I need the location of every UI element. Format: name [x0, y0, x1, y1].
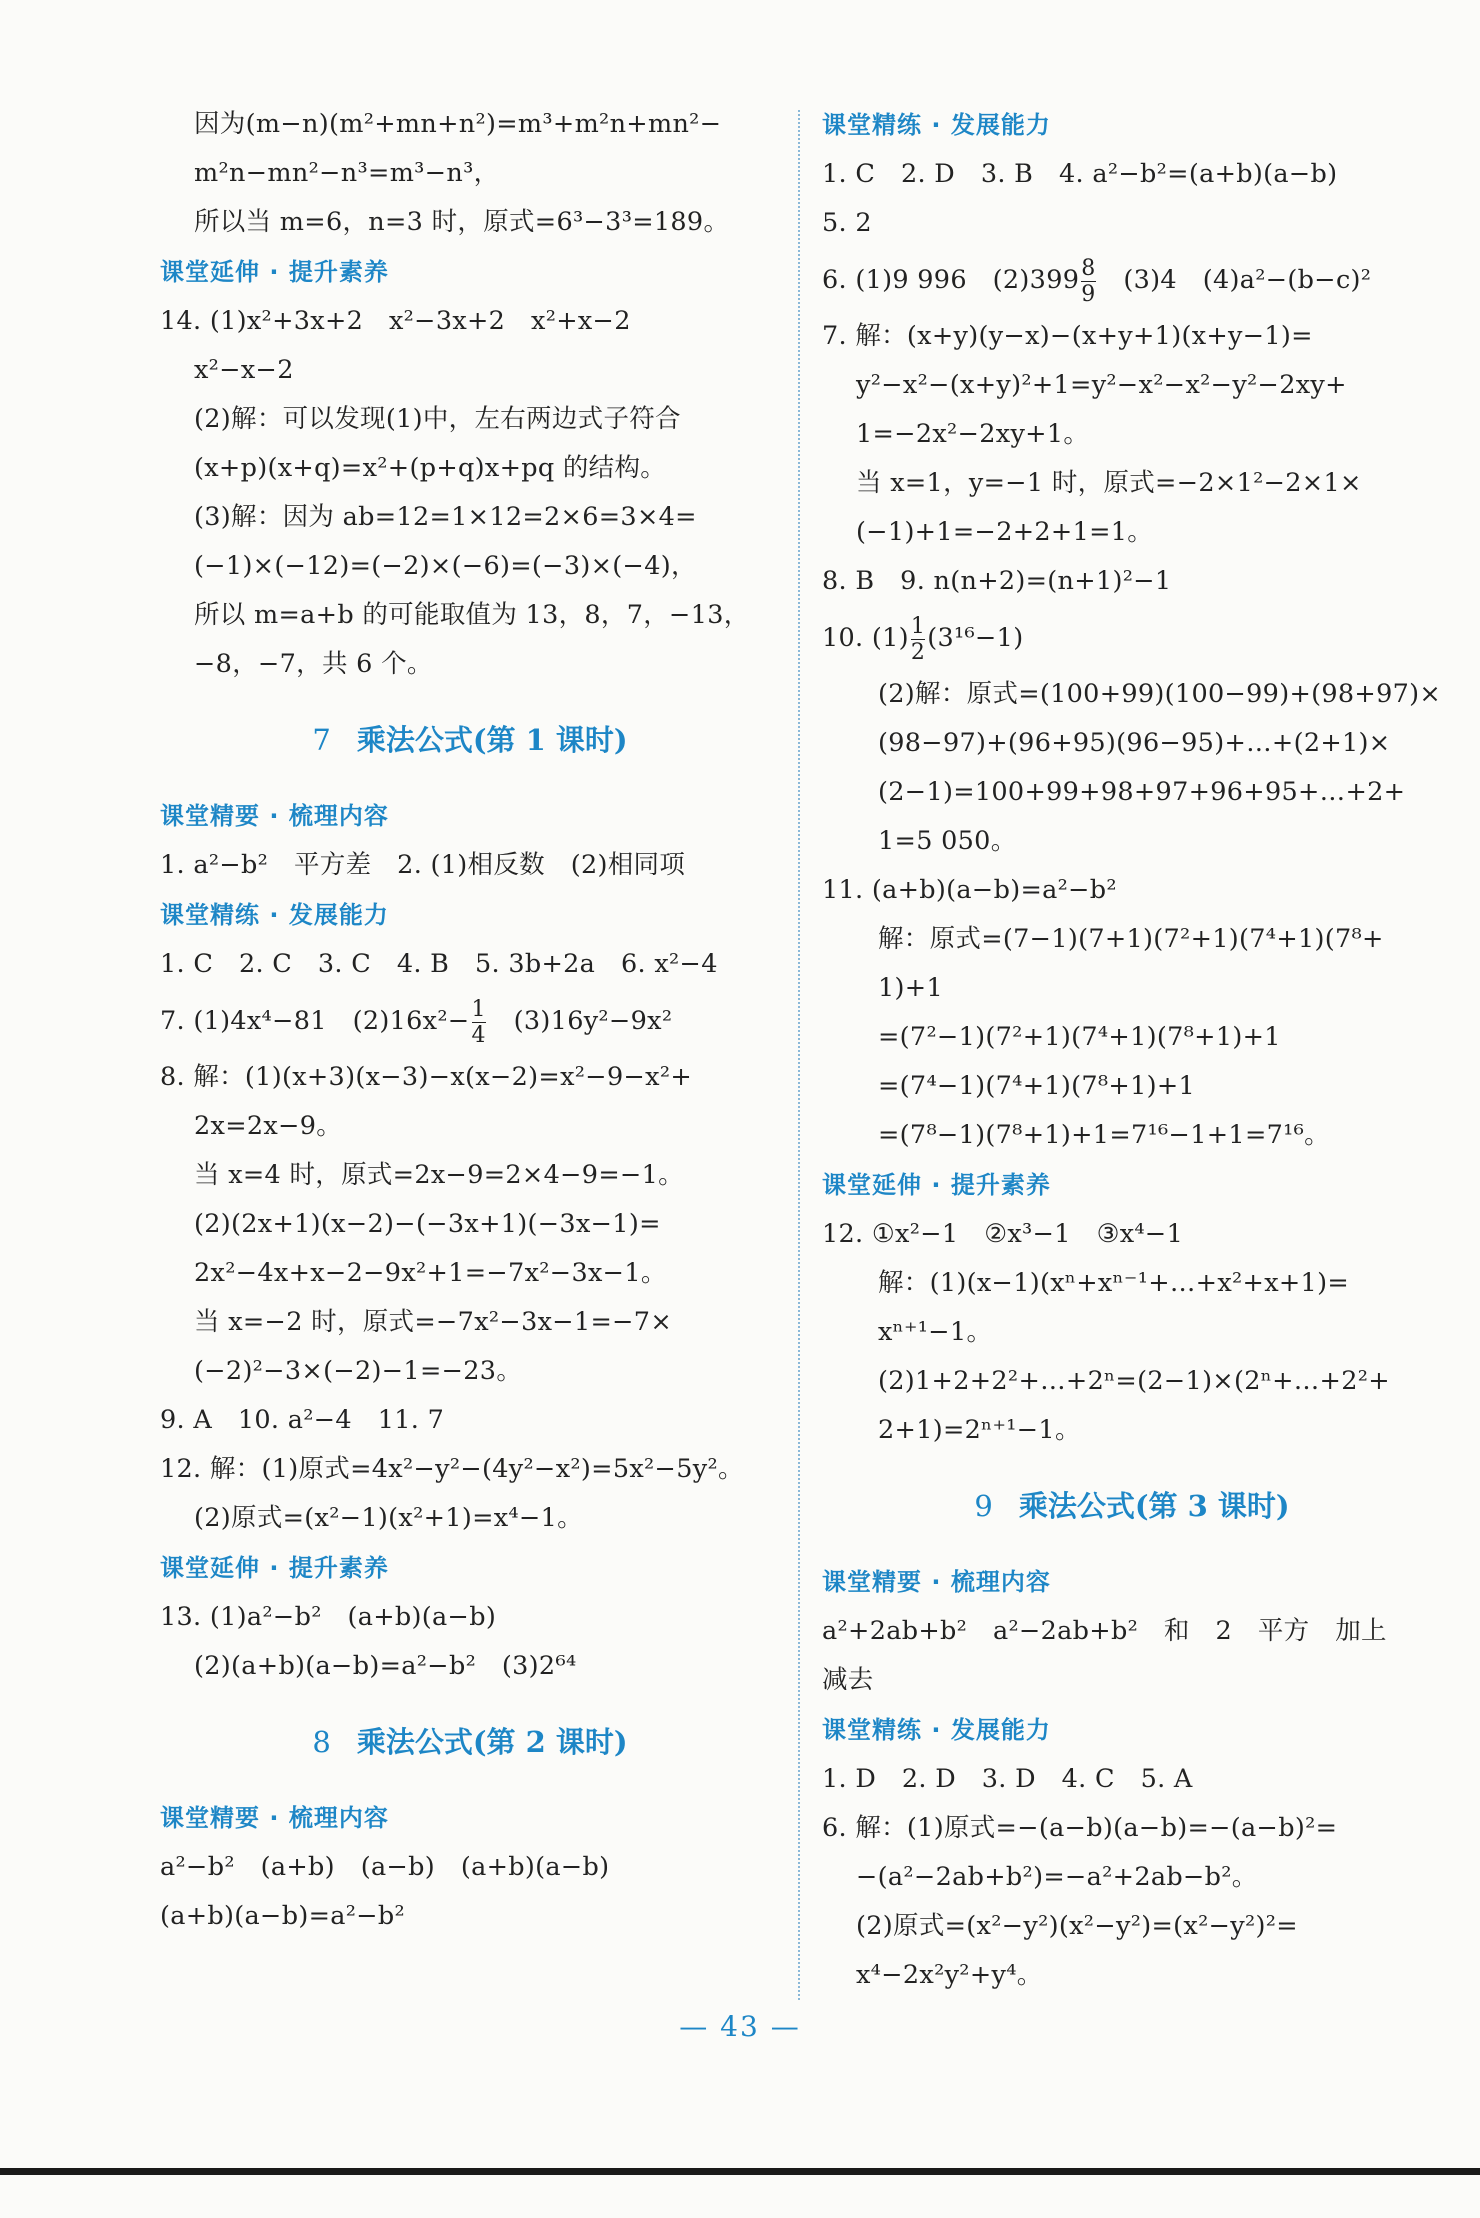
answer-text: 1. a²−b² 平方差 2. (1)相反数 (2)相同项 [160, 850, 686, 880]
lesson-title-text: 乘法公式(第 3 课时) [1018, 1489, 1290, 1523]
fraction-numerator: 8 [1081, 255, 1096, 281]
answer-line [822, 361, 1442, 410]
fraction [1081, 256, 1095, 307]
answer-line [160, 1892, 780, 1941]
answer-line [822, 915, 1442, 964]
answer-text: 12. ①x²−1 ②x³−1 ③x⁴−1 [822, 1219, 1184, 1249]
answer-text: 7. (1)4x⁴−81 (2)16x²− [160, 1006, 470, 1036]
answer-text: 当 x=1，y=−1 时，原式=−2×1²−2×1× [856, 468, 1362, 498]
answer-text: 6. (1)9 996 (2)399 [822, 265, 1080, 295]
answer-line [822, 670, 1442, 719]
section-heading: 课堂精练 · 发展能力 [822, 1716, 1051, 1744]
answer-text: 8. B 9. n(n+2)=(n+1)²−1 [822, 566, 1172, 596]
answer-text: 8. 解：(1)(x+3)(x−3)−x(x−2)=x²−9−x²+ [160, 1062, 693, 1092]
answer-text: (2)解：可以发现(1)中，左右两边式子符合 [194, 404, 681, 434]
fraction-numerator: 1 [910, 613, 926, 639]
answer-text: (2)(2x+1)(x−2)−(−3x+1)(−3x−1)= [194, 1209, 661, 1239]
answer-text: (x+p)(x+q)=x²+(p+q)x+pq 的结构。 [194, 453, 667, 483]
section-heading: 课堂延伸 · 提升素养 [160, 258, 389, 286]
answer-text: xⁿ⁺¹−1。 [878, 1317, 993, 1347]
answer-text: 减去 [822, 1665, 874, 1695]
fraction-denominator: 9 [1081, 281, 1096, 307]
answer-text: (2)1+2+2²+…+2ⁿ=(2−1)×(2ⁿ+…+2²+ [878, 1366, 1390, 1396]
answer-text: 9. A 10. a²−4 11. 7 [160, 1405, 445, 1435]
answer-line [822, 150, 1442, 199]
answer-text: (−2)²−3×(−2)−1=−23。 [194, 1356, 523, 1386]
answer-line [160, 640, 780, 689]
answer-text: (2−1)=100+99+98+97+96+95+…+2+ [878, 777, 1406, 807]
answer-text: y²−x²−(x+y)²+1=y²−x²−x²−y²−2xy+ [856, 370, 1347, 400]
answer-text: a²+2ab+b² a²−2ab+b² 和 2 平方 加上 [822, 1616, 1387, 1646]
answer-line [160, 591, 780, 640]
answer-text: −8，−7，共 6 个。 [194, 649, 433, 679]
answer-text: (2)原式=(x²−1)(x²+1)=x⁴−1。 [194, 1503, 583, 1533]
answer-text: m²n−mn²−n³=m³−n³， [194, 158, 500, 188]
answer-line [822, 1804, 1442, 1853]
section-heading: 课堂延伸 · 提升素养 [822, 1171, 1051, 1199]
answer-line [160, 542, 780, 591]
answer-text: 1=5 050。 [878, 826, 1017, 856]
answer-line [160, 1249, 780, 1298]
answer-line [822, 199, 1442, 248]
answer-line [160, 1843, 780, 1892]
answer-text: (a+b)(a−b)=a²−b² [160, 1901, 406, 1931]
answer-text: 10. (1) [822, 623, 909, 653]
answer-line [160, 1298, 780, 1347]
fraction [911, 614, 925, 665]
answer-text: (2)原式=(x²−y²)(x²−y²)=(x²−y²)²= [856, 1911, 1298, 1941]
answer-line [822, 1210, 1442, 1259]
lesson-number: 7 [312, 723, 331, 757]
section-heading: 课堂精要 · 梳理内容 [822, 1568, 1051, 1596]
answer-line [822, 1902, 1442, 1951]
answer-line [160, 297, 780, 346]
answer-text: 解：原式=(7−1)(7+1)(7²+1)(7⁴+1)(7⁸+ [878, 924, 1384, 954]
answer-line [160, 1200, 780, 1249]
fraction-denominator: 4 [471, 1022, 486, 1048]
answer-text: −(a²−2ab+b²)=−a²+2ab−b²。 [856, 1862, 1258, 1892]
answer-line [822, 768, 1442, 817]
answer-text: 12. 解：(1)原式=4x²−y²−(4y²−x²)=5x²−5y²。 [160, 1454, 744, 1484]
section-heading: 课堂精要 · 梳理内容 [160, 1804, 389, 1832]
answer-line [160, 1347, 780, 1396]
answer-text: 1=−2x²−2xy+1。 [856, 419, 1090, 449]
answer-line [822, 312, 1442, 361]
fraction-numerator: 1 [471, 996, 486, 1022]
answer-text: 2x²−4x+x−2−9x²+1=−7x²−3x−1。 [194, 1258, 667, 1288]
answer-line [822, 1406, 1442, 1455]
answer-line [822, 866, 1442, 915]
answer-text: 14. (1)x²+3x+2 x²−3x+2 x²+x−2 [160, 306, 631, 336]
answer-text: 2x=2x−9。 [194, 1111, 343, 1141]
answer-line [822, 508, 1442, 557]
answer-line [160, 395, 780, 444]
answer-line [160, 149, 780, 198]
answer-line [822, 1656, 1442, 1705]
answer-text: (−1)+1=−2+2+1=1。 [856, 517, 1154, 547]
section-heading: 课堂精要 · 梳理内容 [160, 802, 389, 830]
lesson-title-text: 乘法公式(第 1 课时) [356, 723, 628, 757]
answer-line [822, 410, 1442, 459]
answer-line [822, 606, 1442, 670]
right-column [822, 100, 1442, 2000]
answer-line [160, 100, 780, 149]
answer-line [160, 1396, 780, 1445]
answer-text: (2)解：原式=(100+99)(100−99)+(98+97)× [878, 679, 1442, 709]
answer-line [822, 557, 1442, 606]
answer-line [822, 719, 1442, 768]
answer-line [160, 1445, 780, 1494]
answer-line [822, 964, 1442, 1013]
answer-line [160, 989, 780, 1053]
answer-line [160, 346, 780, 395]
answer-text: 所以 m=a+b 的可能取值为 13，8，7，−13， [194, 600, 750, 630]
bottom-rule [0, 2168, 1480, 2175]
answer-text: (−1)×(−12)=(−2)×(−6)=(−3)×(−4)， [194, 551, 697, 581]
answer-line [160, 940, 780, 989]
fraction [472, 997, 486, 1048]
answer-text: 5. 2 [822, 208, 872, 238]
answer-text: (3¹⁶−1) [927, 623, 1024, 653]
answer-text: (3)解：因为 ab=12=1×12=2×6=3×4= [194, 502, 697, 532]
answer-text: x⁴−2x²y²+y⁴。 [856, 1960, 1043, 1990]
answer-line [822, 1308, 1442, 1357]
answer-line [822, 248, 1442, 312]
answer-line [160, 493, 780, 542]
section-heading: 课堂精练 · 发展能力 [822, 111, 1051, 139]
answer-text: =(7⁸−1)(7⁸+1)+1=7¹⁶−1+1=7¹⁶。 [878, 1120, 1330, 1150]
lesson-title [160, 689, 780, 791]
lesson-title-text: 乘法公式(第 2 课时) [356, 1725, 628, 1759]
answer-line [822, 1357, 1442, 1406]
answer-text: 所以当 m=6，n=3 时，原式=6³−3³=189。 [194, 207, 730, 237]
answer-text: (98−97)+(96+95)(96−95)+…+(2+1)× [878, 728, 1391, 758]
answer-line [822, 1013, 1442, 1062]
answer-text: (2)(a+b)(a−b)=a²−b² (3)2⁶⁴ [194, 1651, 577, 1681]
column-divider [798, 110, 800, 2000]
answer-line [822, 1853, 1442, 1902]
answer-text: 解：(1)(x−1)(xⁿ+xⁿ⁻¹+…+x²+x+1)= [878, 1268, 1349, 1298]
answer-text: 1. D 2. D 3. D 4. C 5. A [822, 1764, 1193, 1794]
answer-line [160, 1053, 780, 1102]
answer-line [160, 1102, 780, 1151]
answer-text: a²−b² (a+b) (a−b) (a+b)(a−b) [160, 1852, 610, 1882]
answer-text: 1. C 2. D 3. B 4. a²−b²=(a+b)(a−b) [822, 159, 1338, 189]
answer-line [160, 444, 780, 493]
answer-text: 当 x=−2 时，原式=−7x²−3x−1=−7× [194, 1307, 672, 1337]
answer-line [822, 459, 1442, 508]
answer-text: 1)+1 [878, 973, 943, 1003]
answer-line [822, 1755, 1442, 1804]
section-heading: 课堂延伸 · 提升素养 [160, 1554, 389, 1582]
left-column [160, 100, 780, 1941]
answer-text: 13. (1)a²−b² (a+b)(a−b) [160, 1602, 497, 1632]
answer-text: 1. C 2. C 3. C 4. B 5. 3b+2a 6. x²−4 [160, 949, 718, 979]
page-number: — 43 — [679, 2010, 801, 2043]
lesson-number: 8 [312, 1725, 331, 1759]
answer-text: 11. (a+b)(a−b)=a²−b² [822, 875, 1117, 905]
lesson-title [160, 1691, 780, 1793]
answer-line [822, 1062, 1442, 1111]
lesson-number: 9 [974, 1489, 993, 1523]
answer-text: =(7⁴−1)(7⁴+1)(7⁸+1)+1 [878, 1071, 1196, 1101]
answer-text: 2+1)=2ⁿ⁺¹−1。 [878, 1415, 1081, 1445]
answer-line [160, 1593, 780, 1642]
answer-line [822, 1607, 1442, 1656]
answer-text: 因为(m−n)(m²+mn+n²)=m³+m²n+mn²− [194, 109, 722, 139]
answer-text: x²−x−2 [194, 355, 294, 385]
answer-line [822, 817, 1442, 866]
lesson-title [822, 1455, 1442, 1557]
answer-line [160, 198, 780, 247]
answer-text: (3)16y²−9x² [487, 1006, 673, 1036]
section-heading: 课堂精练 · 发展能力 [160, 901, 389, 929]
answer-text: =(7²−1)(7²+1)(7⁴+1)(7⁸+1)+1 [878, 1022, 1281, 1052]
answer-text: 当 x=4 时，原式=2x−9=2×4−9=−1。 [194, 1160, 684, 1190]
answer-line [822, 1259, 1442, 1308]
answer-line [822, 1111, 1442, 1160]
answer-text: (3)4 (4)a²−(b−c)² [1097, 265, 1372, 295]
answer-line [160, 1151, 780, 1200]
answer-text: 7. 解：(x+y)(y−x)−(x+y+1)(x+y−1)= [822, 321, 1313, 351]
answer-line [160, 1494, 780, 1543]
answer-line [160, 1642, 780, 1691]
answer-line [160, 841, 780, 890]
answer-text: 6. 解：(1)原式=−(a−b)(a−b)=−(a−b)²= [822, 1813, 1338, 1843]
answer-line [822, 1951, 1442, 2000]
fraction-denominator: 2 [910, 639, 926, 665]
